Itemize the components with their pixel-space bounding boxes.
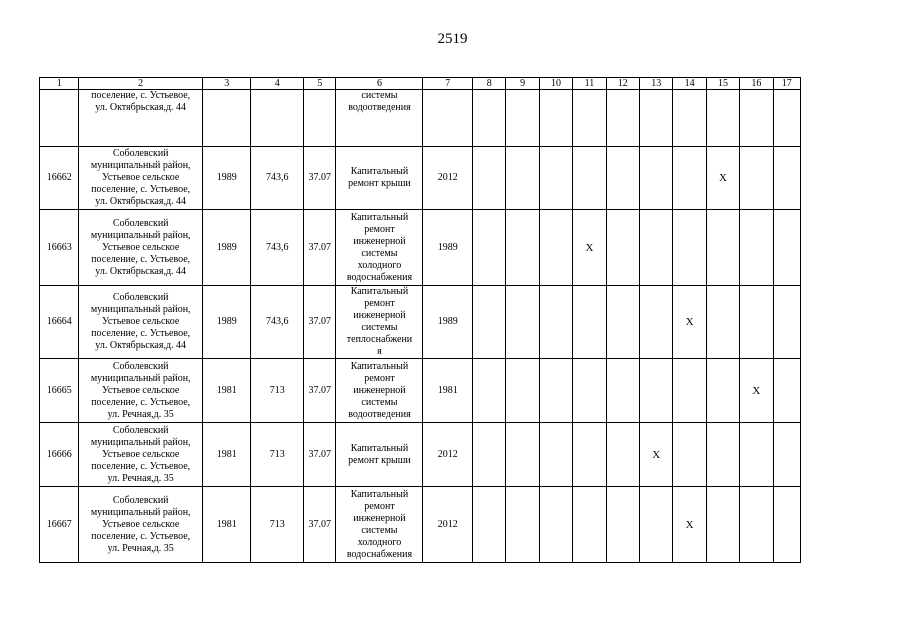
object-id-cell: 16663 (40, 210, 79, 286)
column-number-12: 12 (606, 78, 639, 90)
empty-cell-col-13 (640, 359, 673, 423)
empty-cell-col-11 (573, 359, 606, 423)
empty-cell-col-16 (740, 286, 773, 359)
year-built-cell: 1989 (202, 147, 251, 210)
cont-id-cell (40, 90, 79, 147)
empty-cell-col-11 (573, 147, 606, 210)
cont-cell-17 (773, 90, 800, 147)
empty-cell-col-16 (740, 210, 773, 286)
cont-cell-9 (506, 90, 539, 147)
column-number-16: 16 (740, 78, 773, 90)
empty-cell-col-9 (506, 210, 539, 286)
area-cell: 743,6 (251, 286, 304, 359)
cont-cell-8 (473, 90, 506, 147)
empty-cell-col-9 (506, 286, 539, 359)
column-number-1: 1 (40, 78, 79, 90)
empty-cell-col-13 (640, 147, 673, 210)
empty-cell-col-17 (773, 286, 800, 359)
empty-cell-col-15 (706, 286, 739, 359)
address-cell: Соболевский муниципальный район, Устьевое сельское поселение, с. Устьевое, ул. Октябрьская,д. 44 (79, 286, 202, 359)
cont-work-cell: системы водоотведения (336, 90, 423, 147)
column-number-14: 14 (673, 78, 706, 90)
object-id-cell: 16665 (40, 359, 79, 423)
empty-cell-col-12 (606, 359, 639, 423)
empty-cell-col-10 (539, 487, 572, 563)
empty-cell-col-12 (606, 147, 639, 210)
empty-cell-col-15 (706, 210, 739, 286)
repair-year-cell: 2012 (423, 147, 473, 210)
empty-cell-col-14 (673, 359, 706, 423)
empty-cell-col-17 (773, 210, 800, 286)
cont-cell-16 (740, 90, 773, 147)
cont-cell-7 (423, 90, 473, 147)
cont-cell-13 (640, 90, 673, 147)
column-number-7: 7 (423, 78, 473, 90)
page-number: 2519 (437, 31, 468, 47)
area-cell: 743,6 (251, 210, 304, 286)
empty-cell-col-9 (506, 359, 539, 423)
repair-register-table (39, 77, 801, 563)
table-row (40, 210, 801, 286)
column-number-row (40, 78, 801, 90)
year-built-cell: 1981 (202, 423, 251, 487)
empty-cell-col-16 (740, 423, 773, 487)
rate-cell: 37.07 (304, 210, 336, 286)
empty-cell-col-11 (573, 487, 606, 563)
empty-cell-col-13 (640, 210, 673, 286)
cont-cell-4 (251, 90, 304, 147)
column-number-5: 5 (304, 78, 336, 90)
column-number-11: 11 (573, 78, 606, 90)
cont-cell-5 (304, 90, 336, 147)
object-id-cell: 16666 (40, 423, 79, 487)
empty-cell-col-8 (473, 147, 506, 210)
column-number-9: 9 (506, 78, 539, 90)
empty-cell-col-8 (473, 359, 506, 423)
column-number-3: 3 (202, 78, 251, 90)
address-cell: Соболевский муниципальный район, Устьевое сельское поселение, с. Устьевое, ул. Речная,д. 35 (79, 423, 202, 487)
empty-cell-col-9 (506, 423, 539, 487)
table-row (40, 286, 801, 359)
empty-cell-col-16 (740, 147, 773, 210)
area-cell: 743,6 (251, 147, 304, 210)
empty-cell-col-10 (539, 147, 572, 210)
empty-cell-col-13 (640, 487, 673, 563)
empty-cell-col-10 (539, 423, 572, 487)
column-number-15: 15 (706, 78, 739, 90)
empty-cell-col-14 (673, 423, 706, 487)
empty-cell-col-15 (706, 423, 739, 487)
object-id-cell: 16667 (40, 487, 79, 563)
empty-cell-col-12 (606, 423, 639, 487)
object-id-cell: 16664 (40, 286, 79, 359)
cont-cell-10 (539, 90, 572, 147)
empty-cell-col-10 (539, 210, 572, 286)
table-row (40, 147, 801, 210)
year-built-cell: 1981 (202, 487, 251, 563)
empty-cell-col-11 (573, 423, 606, 487)
empty-cell-col-17 (773, 423, 800, 487)
work-type-cell: Капитальный ремонт инженерной системы теплоснабжени я (336, 286, 423, 359)
rate-cell: 37.07 (304, 423, 336, 487)
empty-cell-col-16 (740, 487, 773, 563)
mark-cell-col-14: X (673, 487, 706, 563)
rate-cell: 37.07 (304, 147, 336, 210)
table-row (40, 359, 801, 423)
cont-cell-14 (673, 90, 706, 147)
empty-cell-col-8 (473, 210, 506, 286)
table-body (40, 78, 801, 563)
address-cell: Соболевский муниципальный район, Устьевое сельское поселение, с. Устьевое, ул. Речная,д. 35 (79, 359, 202, 423)
work-type-cell: Капитальный ремонт крыши (336, 147, 423, 210)
column-number-13: 13 (640, 78, 673, 90)
rate-cell: 37.07 (304, 359, 336, 423)
address-cell: Соболевский муниципальный район, Устьевое сельское поселение, с. Устьевое, ул. Октябрьская,д. 44 (79, 210, 202, 286)
address-cell: Соболевский муниципальный район, Устьевое сельское поселение, с. Устьевое, ул. Октябрьская,д. 44 (79, 147, 202, 210)
column-number-10: 10 (539, 78, 572, 90)
mark-cell-col-16: X (740, 359, 773, 423)
cont-address-cell: поселение, с. Устьевое, ул. Октябрьская,д. 44 (79, 90, 202, 147)
column-number-6: 6 (336, 78, 423, 90)
repair-year-cell: 1981 (423, 359, 473, 423)
mark-cell-col-11: X (573, 210, 606, 286)
object-id-cell: 16662 (40, 147, 79, 210)
empty-cell-col-9 (506, 487, 539, 563)
rate-cell: 37.07 (304, 286, 336, 359)
empty-cell-col-12 (606, 210, 639, 286)
empty-cell-col-10 (539, 359, 572, 423)
column-number-4: 4 (251, 78, 304, 90)
repair-year-cell: 2012 (423, 487, 473, 563)
year-built-cell: 1989 (202, 210, 251, 286)
mark-cell-col-13: X (640, 423, 673, 487)
empty-cell-col-15 (706, 359, 739, 423)
work-type-cell: Капитальный ремонт крыши (336, 423, 423, 487)
table-row (40, 487, 801, 563)
cont-cell-11 (573, 90, 606, 147)
rate-cell: 37.07 (304, 487, 336, 563)
area-cell: 713 (251, 487, 304, 563)
empty-cell-col-12 (606, 286, 639, 359)
address-cell: Соболевский муниципальный район, Устьевое сельское поселение, с. Устьевое, ул. Речная,д. 35 (79, 487, 202, 563)
cont-cell-3 (202, 90, 251, 147)
area-cell: 713 (251, 359, 304, 423)
empty-cell-col-14 (673, 147, 706, 210)
empty-cell-col-13 (640, 286, 673, 359)
continuation-row (40, 90, 801, 147)
mark-cell-col-14: X (673, 286, 706, 359)
year-built-cell: 1981 (202, 359, 251, 423)
empty-cell-col-17 (773, 359, 800, 423)
work-type-cell: Капитальный ремонт инженерной системы холодного водоснабжения (336, 210, 423, 286)
year-built-cell: 1989 (202, 286, 251, 359)
cont-cell-15 (706, 90, 739, 147)
empty-cell-col-14 (673, 210, 706, 286)
repair-year-cell: 2012 (423, 423, 473, 487)
empty-cell-col-15 (706, 487, 739, 563)
cont-cell-12 (606, 90, 639, 147)
column-number-17: 17 (773, 78, 800, 90)
empty-cell-col-8 (473, 286, 506, 359)
mark-cell-col-15: X (706, 147, 739, 210)
area-cell: 713 (251, 423, 304, 487)
work-type-cell: Капитальный ремонт инженерной системы холодного водоснабжения (336, 487, 423, 563)
empty-cell-col-17 (773, 487, 800, 563)
repair-year-cell: 1989 (423, 210, 473, 286)
empty-cell-col-12 (606, 487, 639, 563)
empty-cell-col-9 (506, 147, 539, 210)
column-number-8: 8 (473, 78, 506, 90)
empty-cell-col-8 (473, 487, 506, 563)
table-row (40, 423, 801, 487)
empty-cell-col-8 (473, 423, 506, 487)
empty-cell-col-10 (539, 286, 572, 359)
column-number-2: 2 (79, 78, 202, 90)
empty-cell-col-11 (573, 286, 606, 359)
repair-year-cell: 1989 (423, 286, 473, 359)
work-type-cell: Капитальный ремонт инженерной системы водоотведения (336, 359, 423, 423)
empty-cell-col-17 (773, 147, 800, 210)
